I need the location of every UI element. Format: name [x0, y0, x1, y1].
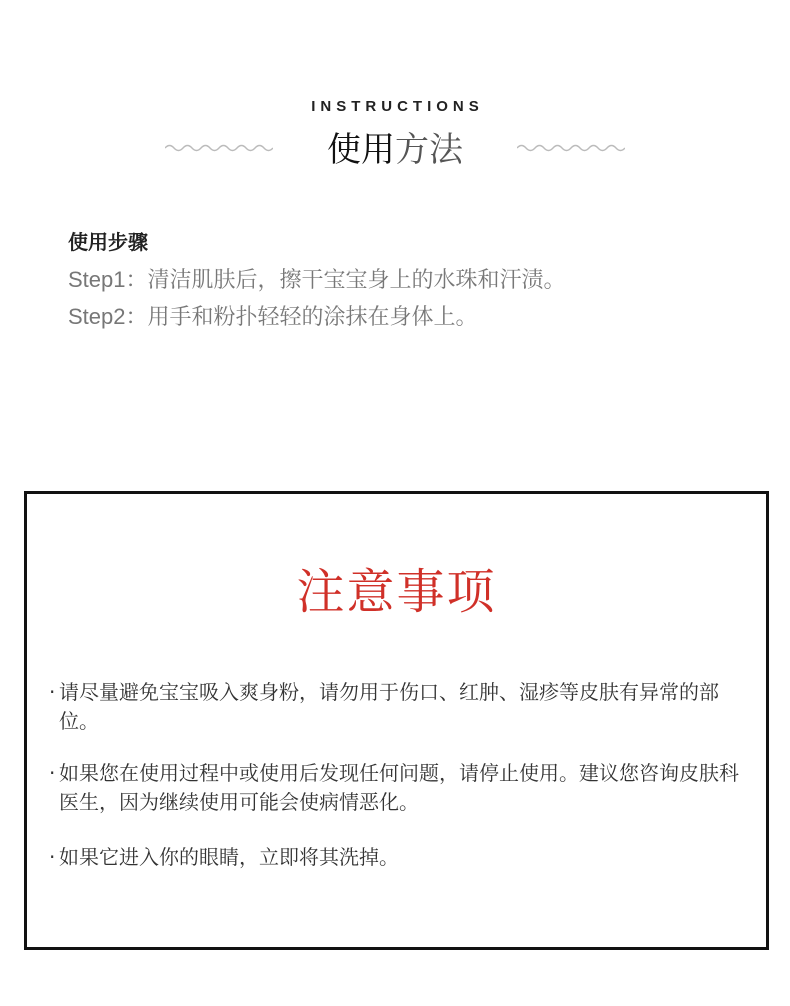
bullet: · — [49, 761, 56, 785]
notice-item-text: 如果它进入你的眼睛，立即将其洗掉。 — [59, 845, 399, 869]
page-title — [0, 128, 790, 172]
step-text: 用手和粉扑轻轻的涂抹在身体上。 — [147, 305, 478, 330]
notice-box — [24, 491, 769, 950]
instructions-header — [0, 98, 790, 115]
notice-item-text: 请尽量避免宝宝吸入爽身粉，请勿用于伤口、红肿、湿疹等皮肤有异常的部位。 — [59, 680, 719, 733]
bullet: · — [49, 845, 56, 869]
steps-heading: 使用步骤 — [68, 230, 148, 254]
notice-item — [49, 759, 749, 817]
notice-item-text: 如果您在使用过程中或使用后发现任何问题，请停止使用。建议您咨询皮肤科医生，因为继续使用可能会使病情恶化。 — [59, 761, 739, 814]
title-dark-part: 使用 — [327, 130, 395, 170]
wave-right-decoration — [517, 142, 625, 154]
english-heading: INSTRUCTIONS — [311, 98, 484, 115]
title-light-part: 方法 — [395, 130, 463, 170]
step-separator: ： — [125, 305, 148, 330]
step-line — [68, 299, 566, 336]
notice-title: 注意事项 — [296, 564, 497, 620]
step-separator: ： — [125, 268, 148, 293]
notice-item — [49, 843, 749, 872]
notice-item — [49, 678, 749, 736]
step-text: 清洁肌肤后，擦干宝宝身上的水珠和汗渍。 — [147, 268, 566, 293]
step-label: Step1 — [68, 267, 126, 292]
step-label: Step2 — [68, 304, 126, 329]
step-line — [68, 262, 566, 299]
bullet: · — [49, 680, 56, 704]
usage-steps — [68, 228, 566, 336]
title-row — [0, 128, 790, 172]
